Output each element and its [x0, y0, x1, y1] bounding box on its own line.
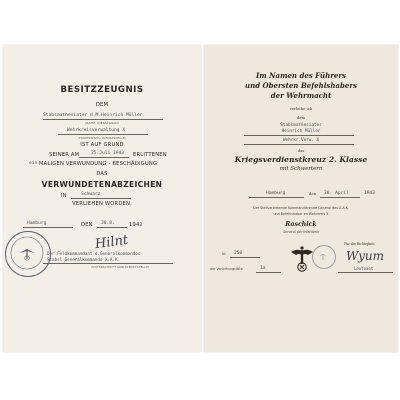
document-title: BESITZZEUGNIS	[60, 85, 144, 95]
kriegsverdienstkreuz-document	[204, 45, 398, 352]
verleihung-line	[256, 272, 281, 273]
verleihung-label: der Verleihungsliste	[210, 267, 243, 271]
issue-year-right: 1943	[364, 191, 376, 196]
recipient-caption: (NAME, DIENSTGRAD)	[84, 121, 120, 125]
award-suffix: mit Schwertern	[279, 166, 323, 172]
wound-count: ein	[29, 161, 38, 166]
heading-line-2: und Obersten Befehlshabers	[245, 81, 357, 90]
signature: Hilnt	[94, 232, 130, 253]
den-text: DEN	[81, 222, 93, 228]
class-line	[71, 198, 131, 199]
verliehen-text: VERLIEHEN WORDEN.	[72, 201, 132, 207]
place-line	[23, 227, 73, 228]
unit-name: Wehrkreisverwaltung X	[67, 128, 126, 133]
unit-line-right	[244, 144, 354, 145]
signer-name-right: Raschick	[285, 221, 317, 228]
wound-date-line	[79, 157, 129, 158]
sig-caption: Für die Richtigkeit	[344, 242, 375, 246]
in-text: IN	[61, 193, 67, 199]
heading-line-1: Im Namen des Führers	[256, 71, 346, 80]
wound-date: 25.Juli 1943	[91, 151, 125, 156]
general-line-2: und Befehlshaber im Wehrkreis X	[273, 212, 329, 216]
issue-year: 1943	[129, 222, 143, 228]
badge-name: VERWUNDETENABZEICHEN	[41, 180, 163, 189]
signer-caption: (UNTERSCHRIFT UND DIENSTSTELLE)	[91, 265, 150, 269]
das-text-right: das	[297, 148, 305, 153]
dem-text-right: dem	[296, 115, 306, 120]
award-name: Kriegsverdienstkreuz 2. Klasse	[234, 155, 368, 164]
signer-rank-right: General der Infanterie	[282, 230, 320, 234]
recipient-unit: Wehrkr.Verw. X	[282, 138, 320, 143]
issue-date-right: 20. April	[324, 191, 349, 196]
dem-text: DEM	[95, 102, 109, 108]
signer-line-2: Stabsl Generalkommando X.A.K.	[47, 257, 121, 262]
signature-right: Wyum	[346, 249, 384, 263]
date-line-right	[320, 197, 360, 198]
nr-line	[230, 257, 260, 258]
unit-caption: (TRUPPENTEIL, DIENSTSTELLE)	[77, 136, 127, 140]
recipient-rank: Stabsmathesiater	[280, 123, 322, 128]
recipient-line	[43, 119, 163, 120]
issue-place-right: Hamburg	[266, 191, 286, 196]
date-line	[97, 227, 127, 228]
nr-value: 256	[234, 251, 243, 256]
recipient-name: Stabsmathesiater d.M.Heinrich Müller	[43, 113, 143, 118]
general-line-1: Der Stellvertretende Kommandierende General des X.A.K.	[253, 206, 349, 210]
signer-line-1: Der Feldkommandant d.Generalkommandos	[47, 251, 141, 256]
heading-line-3: der Wehrmacht	[270, 91, 332, 100]
besitzzeugnis-document	[3, 45, 201, 352]
issue-date: 30.8.	[101, 221, 115, 226]
sig-line	[338, 272, 393, 273]
recipient-name-right: Heinrich Müller	[281, 129, 321, 134]
erlittenen: ERLITTENEN	[133, 152, 167, 158]
sig-rank: Leutnant	[354, 266, 374, 271]
das-text: DAS	[96, 171, 108, 177]
small-seal-stamp-icon	[312, 245, 336, 269]
nr-label: Nr.	[222, 252, 227, 256]
unit-line	[58, 134, 148, 135]
issue-place: Hamburg	[27, 221, 47, 226]
verleihung-value: 1a	[260, 266, 266, 271]
signer-line	[43, 263, 173, 264]
maligen-text: MALIGEN VERWUNDUNG - BESCHÄDIGUNG	[39, 161, 158, 167]
ist-auf-grund: IST AUF GRUND	[80, 142, 124, 148]
seiner-am: SEINER AM	[49, 152, 80, 158]
badge-class: Schwarz	[81, 192, 101, 197]
place-line-right	[249, 197, 304, 198]
den-text-right: den	[309, 191, 317, 196]
recipient-line-right	[244, 135, 354, 136]
verleihe-text: verleihe ich	[289, 106, 313, 111]
eagle-seal-stamp-icon	[5, 231, 51, 277]
